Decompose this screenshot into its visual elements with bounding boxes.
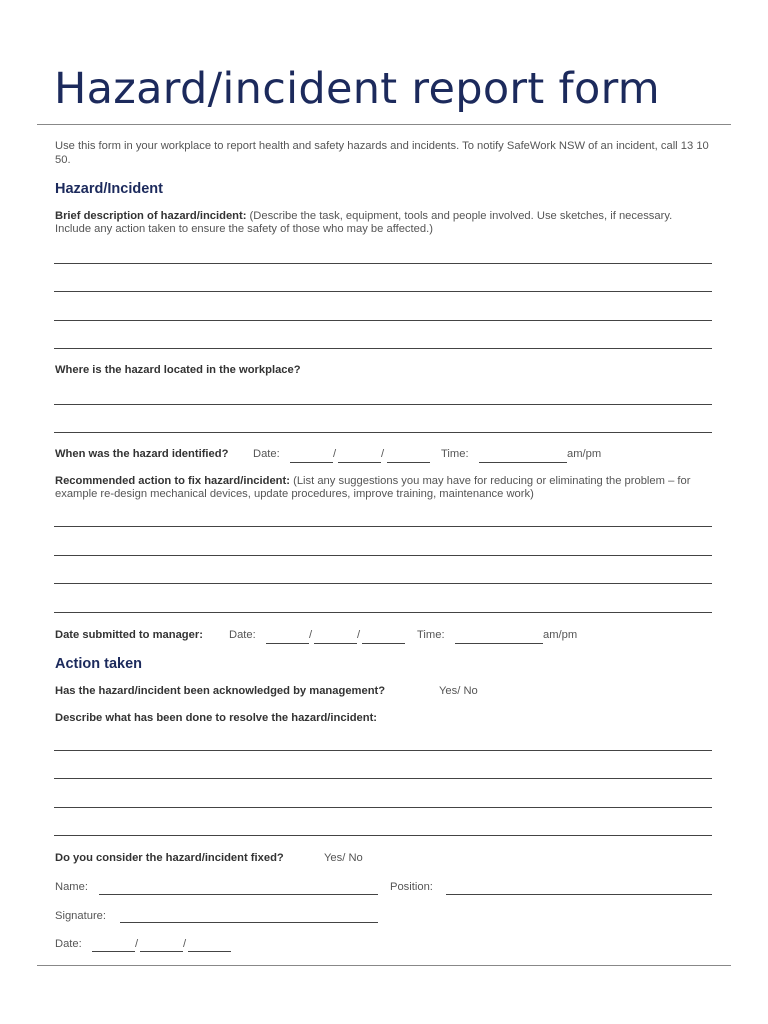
hazard-section-heading: Hazard/Incident [55,181,163,197]
identified-day-field[interactable] [290,462,333,463]
resolve-line-3[interactable] [54,807,712,808]
resolve-line-2[interactable] [54,778,712,779]
location-question [55,364,301,377]
identified-year-field[interactable] [387,462,430,463]
submitted-date-label: Date: [229,629,256,641]
date-separator: / [381,448,385,460]
identified-label: When was the hazard identified? [55,448,229,460]
description-line-3[interactable] [54,320,712,321]
description-line-4[interactable] [54,348,712,349]
page-title: Hazard/incident report form [54,64,660,114]
fixed-question [55,852,284,865]
submitted-ampm-label: am/pm [543,629,578,641]
date-day-field[interactable] [92,951,135,952]
location-label: Where is the hazard located in the workplace? [55,364,301,376]
name-field[interactable] [99,894,378,895]
fixed-options[interactable]: Yes/ No [324,852,363,864]
submitted-time-label: Time: [417,629,445,641]
recommended-line-1[interactable] [54,526,712,527]
identified-time-field[interactable] [479,462,567,463]
submitted-label: Date submitted to manager: [55,629,203,641]
description-line-2[interactable] [54,291,712,292]
position-field[interactable] [446,894,712,895]
identified-ampm-label: am/pm [567,448,602,460]
recommended-label: Recommended action to fix hazard/incident: [55,475,290,487]
name-label: Name: [55,881,88,893]
recommended-line-3[interactable] [54,583,712,584]
acknowledged-question [55,685,385,698]
submitted-month-field[interactable] [314,643,357,644]
description-label: Brief description of hazard/incident: [55,210,247,222]
identified-date-label: Date: [253,448,280,460]
date-month-field[interactable] [140,951,183,952]
fixed-label: Do you consider the hazard/incident fixed? [55,852,284,864]
date-label: Date: [55,938,82,950]
identified-month-field[interactable] [338,462,381,463]
submitted-year-field[interactable] [362,643,405,644]
signature-field[interactable] [120,922,378,923]
identified-time-label: Time: [441,448,469,460]
identified-question [55,448,228,461]
resolve-question [55,712,377,725]
submitted-time-field[interactable] [455,643,543,644]
description-question [55,210,705,236]
date-separator: / [357,629,361,641]
resolve-line-1[interactable] [54,750,712,751]
submitted-question [55,629,203,642]
date-separator: / [135,938,139,950]
signature-label: Signature: [55,910,106,922]
submitted-day-field[interactable] [266,643,309,644]
bottom-divider [37,965,731,966]
date-separator: / [309,629,313,641]
action-section-heading: Action taken [55,656,143,672]
intro-text: Use this form in your workplace to report health and safety hazards and incidents. To notify SafeWork NSW of an incident, call 13 10 50. [55,140,709,166]
date-separator: / [183,938,187,950]
recommended-line-2[interactable] [54,555,712,556]
date-year-field[interactable] [188,951,231,952]
acknowledged-label: Has the hazard/incident been acknowledged by management? [55,685,386,697]
date-separator: / [333,448,337,460]
recommended-question [55,475,715,501]
description-note: (Describe the task, equipment, tools and people involved. Use sketches, if necessary. Include any action taken to ensure the safety of those who may be affected.) [55,210,673,235]
resolve-label: Describe what has been done to resolve the hazard/incident: [55,712,378,724]
location-line-1[interactable] [54,404,712,405]
recommended-note: (List any suggestions you may have for reducing or eliminating the problem – for example re-design mechanical devices, update procedures, improve training, maintenance work) [55,475,691,500]
position-label: Position: [390,881,433,893]
resolve-line-4[interactable] [54,835,712,836]
title-divider [37,124,731,125]
location-line-2[interactable] [54,432,712,433]
acknowledged-options[interactable]: Yes/ No [439,685,478,697]
recommended-line-4[interactable] [54,612,712,613]
description-line-1[interactable] [54,263,712,264]
